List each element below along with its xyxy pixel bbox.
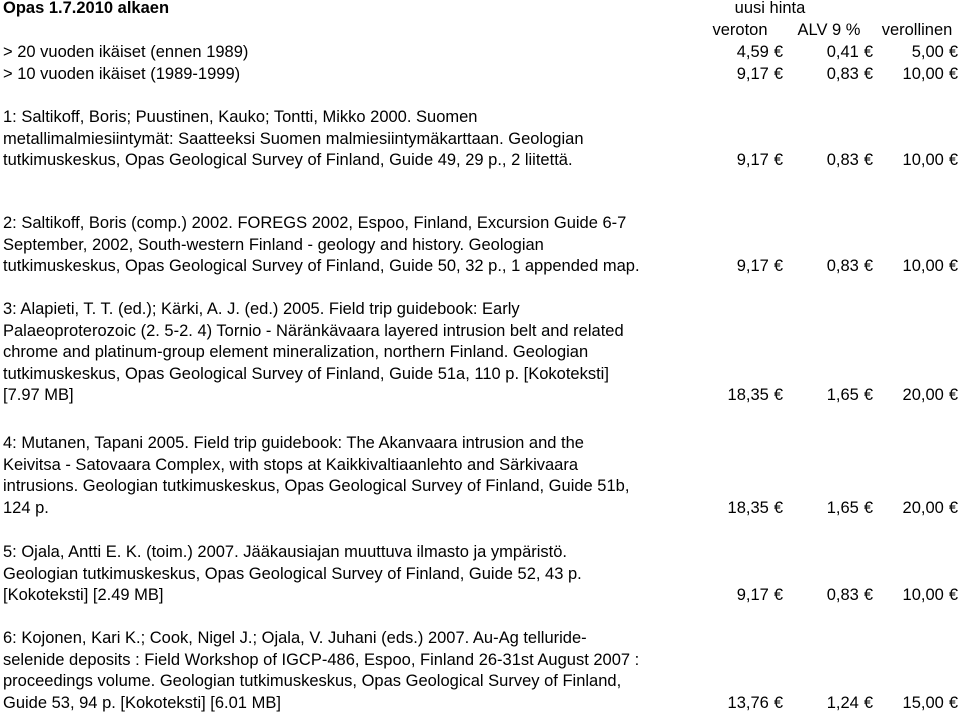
currency-symbol: € bbox=[863, 65, 873, 83]
entry-text-line: Keivitsa - Satovaara Complex, with stops at Kaikkivaltiaanlehto and Särkivaara bbox=[3, 455, 579, 474]
price-value: 1,65 bbox=[826, 386, 859, 405]
price-value: 10,00 bbox=[902, 65, 944, 83]
currency-symbol: € bbox=[948, 586, 958, 605]
entry-text-line: September, 2002, South-western Finland - geology and history. Geologian bbox=[3, 235, 544, 254]
entry-text-line: 6: Kojonen, Kari K.; Cook, Nigel J.; Ojala, V. Juhani (eds.) 2007. Au-Ag telluride- bbox=[3, 629, 587, 647]
entry-text-line: tutkimuskeskus, Opas Geological Survey of Finland, Guide 51a, 110 p. [Kokoteksti] bbox=[3, 364, 609, 383]
price-veroton bbox=[737, 584, 783, 606]
entry-text-line: 3: Alapieti, T. T. (ed.); Kärki, A. J. (ed.) 2005. Field trip guidebook: Early bbox=[3, 300, 520, 318]
currency-symbol: € bbox=[773, 151, 783, 170]
price-veroton bbox=[728, 497, 783, 519]
currency-symbol: € bbox=[948, 43, 958, 61]
currency-symbol: € bbox=[948, 498, 958, 517]
price-alv bbox=[827, 255, 873, 277]
currency-symbol: € bbox=[773, 65, 783, 83]
price-alv bbox=[827, 584, 873, 606]
price-value: 4,59 bbox=[736, 43, 769, 61]
entry-text-line: selenide deposits : Field Workshop of IGCP-486, Espoo, Finland 26-31st August 2007 : bbox=[3, 650, 640, 669]
currency-symbol: € bbox=[863, 498, 873, 517]
price-value: 10,00 bbox=[902, 586, 944, 605]
entry-text-line: Guide 53, 94 p. [Kokoteksti] [6.01 MB] bbox=[3, 693, 281, 712]
price-value: 20,00 bbox=[902, 386, 944, 405]
price-value: 10,00 bbox=[902, 257, 944, 276]
page-title: Opas 1.7.2010 alkaen bbox=[3, 0, 170, 17]
price-verollinen bbox=[903, 692, 958, 714]
price-value: 0,83 bbox=[826, 586, 859, 605]
price-value: 1,65 bbox=[826, 498, 859, 517]
header-verollinen: verollinen bbox=[881, 21, 953, 39]
header-alv: ALV 9 % bbox=[797, 21, 861, 39]
price-veroton bbox=[737, 63, 783, 85]
currency-symbol: € bbox=[863, 151, 873, 170]
price-verollinen bbox=[903, 149, 958, 171]
price-value: 18,35 bbox=[727, 386, 769, 405]
entry-text-line: metallimalmiesiintymät: Saatteeksi Suomen malmiesiintymäkarttaan. Geologian bbox=[3, 129, 584, 148]
price-verollinen bbox=[903, 255, 958, 277]
price-veroton bbox=[737, 255, 783, 277]
price-veroton bbox=[728, 692, 783, 714]
entry-text-line: proceedings volume. Geologian tutkimuskeskus, Opas Geological Survey of Finland, bbox=[3, 672, 622, 691]
currency-symbol: € bbox=[773, 693, 783, 712]
currency-symbol: € bbox=[773, 586, 783, 605]
price-alv bbox=[827, 384, 873, 406]
entry-text-line: 124 p. bbox=[3, 498, 49, 517]
price-value: 0,83 bbox=[826, 151, 859, 170]
price-alv bbox=[827, 41, 873, 63]
currency-symbol: € bbox=[773, 257, 783, 276]
currency-symbol: € bbox=[863, 386, 873, 405]
price-value: 0,83 bbox=[826, 257, 859, 276]
price-alv bbox=[827, 149, 873, 171]
entry-text-line: 4: Mutanen, Tapani 2005. Field trip guidebook: The Akanvaara intrusion and the bbox=[3, 434, 584, 452]
currency-symbol: € bbox=[773, 498, 783, 517]
price-value: 18,35 bbox=[727, 498, 769, 517]
currency-symbol: € bbox=[948, 386, 958, 405]
price-value: 20,00 bbox=[902, 498, 944, 517]
currency-symbol: € bbox=[863, 693, 873, 712]
entry-text-line: [Kokoteksti] [2.49 MB] bbox=[3, 586, 164, 605]
price-value: 9,17 bbox=[736, 65, 769, 83]
currency-symbol: € bbox=[863, 43, 873, 61]
entry-text-line: intrusions. Geologian tutkimuskeskus, Opas Geological Survey of Finland, Guide 51b, bbox=[3, 477, 630, 496]
price-veroton bbox=[737, 41, 783, 63]
price-veroton bbox=[728, 384, 783, 406]
price-value: 13,76 bbox=[727, 693, 769, 712]
age-row-label: > 10 vuoden ikäiset (1989-1999) bbox=[3, 65, 241, 83]
price-verollinen bbox=[912, 41, 958, 63]
currency-symbol: € bbox=[948, 257, 958, 276]
header-veroton: veroton bbox=[712, 21, 768, 39]
price-value: 0,83 bbox=[826, 65, 859, 83]
price-value: 9,17 bbox=[736, 257, 769, 276]
price-alv bbox=[827, 63, 873, 85]
age-row-label: > 20 vuoden ikäiset (ennen 1989) bbox=[3, 43, 249, 61]
entry-text-line: [7.97 MB] bbox=[3, 386, 74, 405]
currency-symbol: € bbox=[948, 65, 958, 83]
price-alv bbox=[827, 692, 873, 714]
currency-symbol: € bbox=[773, 386, 783, 405]
entry-text-line: 5: Ojala, Antti E. K. (toim.) 2007. Jääkausiajan muuttuva ilmasto ja ympäristö. bbox=[3, 543, 568, 561]
currency-symbol: € bbox=[863, 586, 873, 605]
currency-symbol: € bbox=[948, 693, 958, 712]
entry-text-line: tutkimuskeskus, Opas Geological Survey of Finland, Guide 49, 29 p., 2 liitettä. bbox=[3, 151, 573, 170]
price-alv bbox=[827, 497, 873, 519]
price-value: 0,41 bbox=[826, 43, 859, 61]
price-verollinen bbox=[903, 584, 958, 606]
price-value: 5,00 bbox=[911, 43, 944, 61]
price-verollinen bbox=[903, 384, 958, 406]
currency-symbol: € bbox=[863, 257, 873, 276]
price-veroton bbox=[737, 149, 783, 171]
entry-text-line: chrome and platinum-group element mineralization, northern Finland. Geologian bbox=[3, 343, 589, 362]
price-value: 9,17 bbox=[736, 151, 769, 170]
price-value: 15,00 bbox=[902, 693, 944, 712]
price-verollinen bbox=[903, 63, 958, 85]
entry-text-line: tutkimuskeskus, Opas Geological Survey of Finland, Guide 50, 32 p., 1 appended map. bbox=[3, 257, 640, 276]
currency-symbol: € bbox=[948, 151, 958, 170]
price-value: 9,17 bbox=[736, 586, 769, 605]
entry-text-line: 2: Saltikoff, Boris (comp.) 2002. FOREGS 2002, Espoo, Finland, Excursion Guide 6-7 bbox=[3, 214, 627, 232]
entry-text-line: Geologian tutkimuskeskus, Opas Geological Survey of Finland, Guide 52, 43 p. bbox=[3, 564, 582, 583]
header-new-price: uusi hinta bbox=[734, 0, 806, 17]
currency-symbol: € bbox=[773, 43, 783, 61]
price-value: 10,00 bbox=[902, 151, 944, 170]
entry-text-line: 1: Saltikoff, Boris; Puustinen, Kauko; Tontti, Mikko 2000. Suomen bbox=[3, 108, 478, 126]
entry-text-line: Palaeoproterozoic (2. 5-2. 4) Tornio - Näränkävaara layered intrusion belt and related bbox=[3, 321, 624, 340]
price-value: 1,24 bbox=[826, 693, 859, 712]
price-verollinen bbox=[903, 497, 958, 519]
